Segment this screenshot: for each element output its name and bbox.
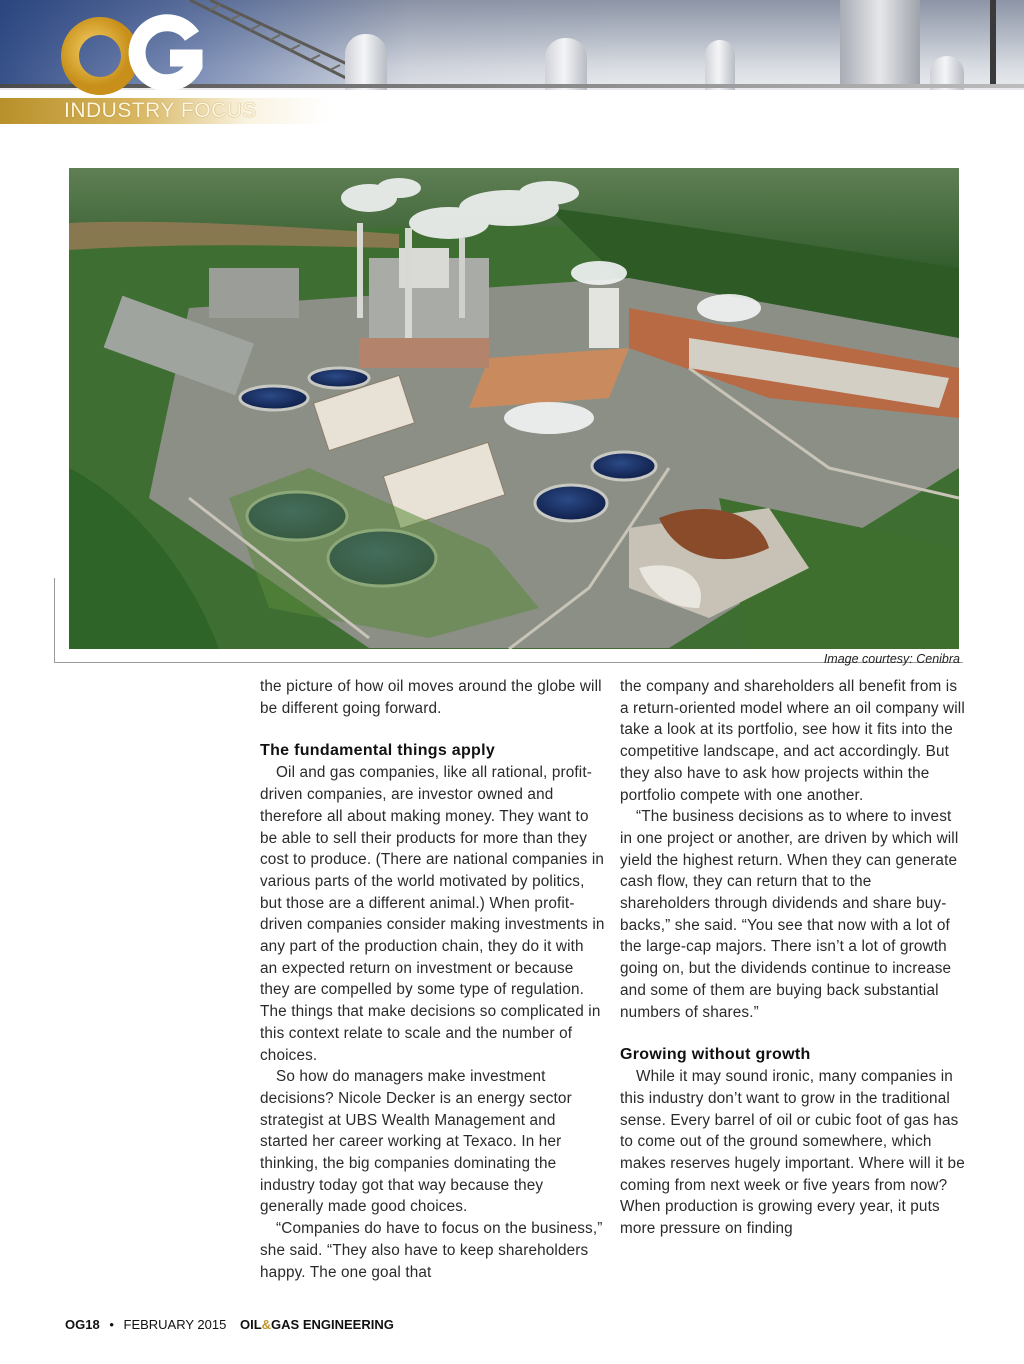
- banner-silo: [705, 40, 735, 90]
- paragraph: “The business decisions as to where to invest in one project or another, are driven by which will yield the highest return. When they can generate cash flow, they can return that to the shareholders through dividends and share buy-backs,” she said. “You see that now with a lot of the large-cap majors. There isn’t a lot of growth going on, but the dividends continue to increase and some of them are buying back substantial numbers of shares.”: [620, 808, 959, 1021]
- subheading: The fundamental things apply: [260, 742, 496, 760]
- section-label: INDUSTRY FOCUS: [64, 99, 257, 122]
- photo-caption: Image courtesy: Cenibra: [823, 652, 960, 666]
- paragraph: So how do managers make investment decisions? Nicole Decker is an energy sector strategist at UBS Wealth Management and started her career working at Texaco. In her thinking, the big companies dominating the industry today got that way because they generally made good choices.: [260, 1068, 572, 1216]
- magazine-name-part: GAS ENGINEERING: [271, 1317, 394, 1332]
- banner-tower: [840, 0, 920, 84]
- subheading: Growing without growth: [620, 1046, 811, 1064]
- paragraph: the company and shareholders all benefit from is a return-oriented model where an oil company will take a look at its portfolio, see how it fits into the competitive landscape, and act accordingly. But they also have to ask how projects within the portfolio compete with one another.: [620, 678, 965, 804]
- magazine-name: [240, 1317, 394, 1332]
- page-footer: [65, 1317, 394, 1332]
- magazine-ampersand: &: [261, 1317, 272, 1332]
- paragraph: While it may sound ironic, many companies in this industry don’t want to grow in the traditional sense. Every barrel of oil or cubic foot of gas has to come out of the ground somewhere, which makes reserves hugely important. Where will it be coming from next week or five years from now? When production is growing every year, it puts more pressure on finding: [620, 1068, 965, 1238]
- paragraph: the picture of how oil moves around the globe will be different going forward.: [260, 678, 602, 717]
- section-label-bar: [0, 98, 330, 124]
- page-number: OG18: [65, 1317, 100, 1332]
- footer-separator: •: [109, 1317, 114, 1332]
- paragraph: “Companies do have to focus on the business,” she said. “They also have to keep shareholders happy. The one goal that: [260, 1220, 603, 1281]
- banner-silo: [345, 34, 387, 90]
- paragraph: Oil and gas companies, like all rational, profit-driven companies, are investor owned and therefore all about making money. They want to be able to sell their products for more than they cost to produce. (There are national companies in various parts of the world motivated by politics, but those are a different animal.) When profit-driven companies consider making investments in any part of the production chain, they do it with an expected return on investment or because they are compelled by some type of regulation. The things that make decisions so complicated in this context relate to scale and the number of choices.: [260, 764, 605, 1064]
- magazine-name-part: OIL: [239, 1317, 262, 1332]
- left-column: [260, 676, 605, 1283]
- aerial-mill-photo: [69, 168, 959, 649]
- banner-silo: [545, 38, 587, 90]
- og-logo-icon: [60, 14, 210, 96]
- issue-date: FEBRUARY 2015: [123, 1317, 227, 1332]
- right-column: [620, 676, 965, 1240]
- banner-pipe: [990, 0, 996, 84]
